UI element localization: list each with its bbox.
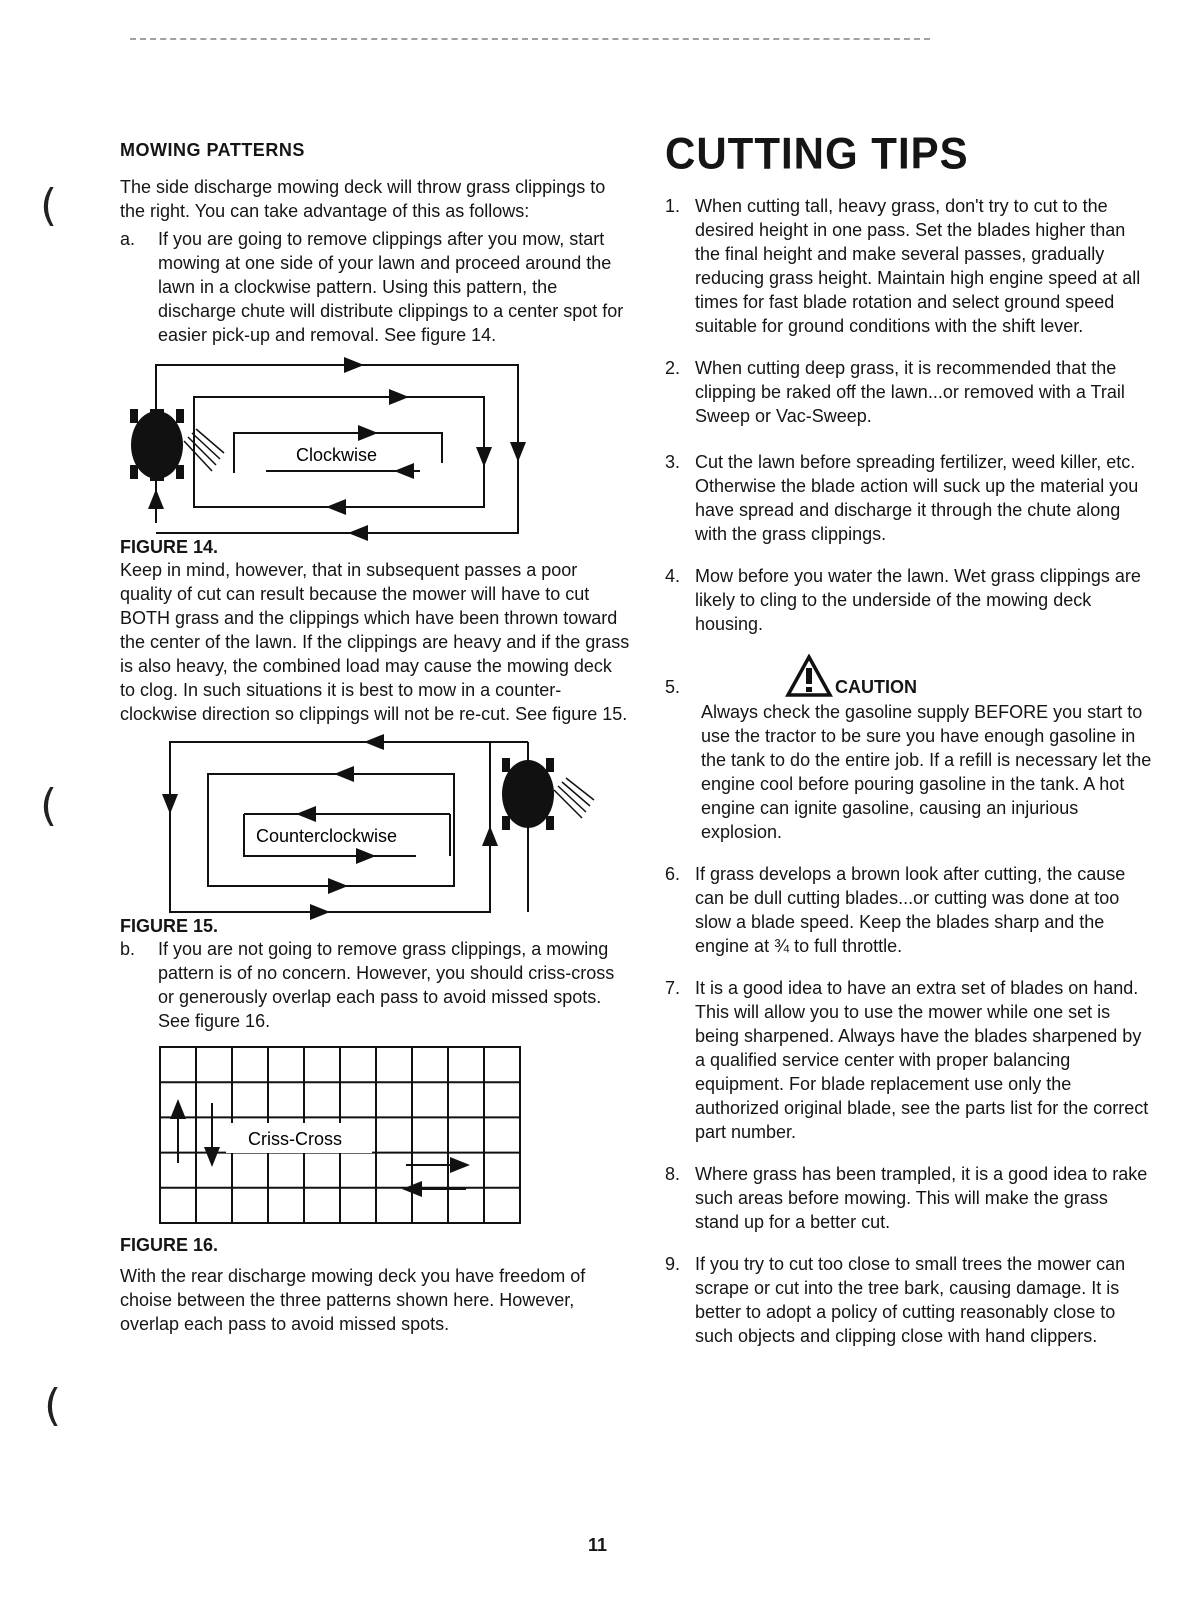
left-column <box>120 140 630 1336</box>
figure-16-criss-cross-diagram <box>156 1043 576 1233</box>
binder-hole-mark: ( <box>40 180 58 231</box>
warning-triangle-icon <box>785 654 833 698</box>
figure-16-label: FIGURE 16. <box>120 1235 219 1255</box>
item-a <box>120 227 630 347</box>
tip-5-number: 5. <box>665 677 681 697</box>
scan-top-line <box>130 38 930 43</box>
rear-discharge-paragraph: With the rear discharge mowing deck you have freedom of choise between the three patterns shown here. However, overlap each pass to avoid missed spots. <box>120 1266 586 1334</box>
figure-14-clockwise-diagram <box>120 353 540 543</box>
caution-label: CAUTION <box>835 677 917 697</box>
item-b-label: b. <box>120 939 136 959</box>
right-column <box>665 130 1155 1348</box>
figure-15-caption-text: Counterclockwise <box>256 826 398 846</box>
tips-list <box>665 194 1155 1348</box>
item-b <box>120 937 630 1033</box>
tip-7: 7. It is a good idea to have an extra set of blades on hand. This will allow you to use the mower while one set is being sharpened. Always have the blades sharpened by a qualified service center with proper balancing equipment. For blade replacement use only the authorized original blade, see the parts list for the correct part number. <box>665 978 1149 1142</box>
tip-6: 6. If grass develops a brown look after cutting, the cause can be dull cutting blades...or cutting was done at too slow a blade speed. Keep the blades sharp and the engine at ¾ to full throttle. <box>665 864 1126 956</box>
tip-5-caution <box>665 654 1155 844</box>
tip-3: 3. Cut the lawn before spreading fertilizer, weed killer, etc. Otherwise the blade action will suck up the material you have spread and discharge it through the chute along with the grass clippings. <box>665 452 1139 544</box>
binder-hole-mark: ( <box>44 1380 62 1431</box>
item-b-text: If you are not going to remove grass clippings, a mowing pattern is of no concern. However, you should criss-cross or generously overlap each pass to avoid missed spots. See figure 16. <box>158 939 615 1031</box>
figure-14-label: FIGURE 14. <box>120 537 219 557</box>
tip-4: 4. Mow before you water the lawn. Wet grass clippings are likely to cling to the underside of the mowing deck housing. <box>665 566 1141 634</box>
intro-paragraph: The side discharge mowing deck will throw grass clippings to the right. You can take advantage of this as follows: <box>120 177 606 221</box>
figure-15-label: FIGURE 15. <box>120 916 219 936</box>
binder-hole-mark: ( <box>40 780 58 831</box>
page-number: 11 <box>587 1535 608 1555</box>
caution-text: Always check the gasoline supply BEFORE you start to use the tractor to be sure you have enough gasoline in the tank to do the entire job. If a refill is necessary let the engine cool before pouring gasoline in the tank. A hot engine can ignite gasoline, causing an injurious explosion. <box>701 702 1152 842</box>
figure-14-caption-text: Clockwise <box>296 445 378 465</box>
tip-1: 1. When cutting tall, heavy grass, don't try to cut to the desired height in one pass. Set the blades higher than the final height and make several passes, gradually reducing grass height. Maintain high engine speed at all times for fast blade rotation and select ground speed suitable for ground conditions with the shift lever. <box>665 196 1141 336</box>
mower-icon <box>502 758 594 830</box>
tip-9: 9. If you try to cut too close to small trees the mower can scrape or cut into the tree bark, causing damage. It is better to adopt a policy of cutting reasonably close to such objects and clipping close with hand clippers. <box>665 1254 1126 1346</box>
keep-in-mind-paragraph: Keep in mind, however, that in subsequent passes a poor quality of cut can result because the mower will have to cut BOTH grass and the clippings which have been thrown toward the center of the lawn. If the clippings are heavy and if the grass is also heavy, the combined load may cause the mowing deck to clog. In such situations it is best to mow in a counter-clockwise direction so clippings will not be re-cut. See figure 15. <box>120 560 630 724</box>
tip-8: 8. Where grass has been trampled, it is a good idea to rake such areas before mowing. This will make the grass stand up for a better cut. <box>665 1164 1148 1232</box>
mowing-patterns-heading: MOWING PATTERNS <box>120 140 305 160</box>
item-a-label: a. <box>120 229 136 249</box>
tip-2: 2. When cutting deep grass, it is recommended that the clipping be raked off the lawn...or removed with a Trail Sweep or Vac-Sweep. <box>665 358 1125 426</box>
item-a-text: If you are going to remove clippings after you mow, start mowing at one side of your lawn and proceed around the lawn in a clockwise pattern. Using this pattern, the discharge chute will distribute clippings to a center spot for easier pick-up and removal. See figure 14. <box>158 229 624 345</box>
mower-icon <box>130 409 224 523</box>
figure-15-counterclockwise-diagram <box>120 730 600 920</box>
figure-16-caption-text: Criss-Cross <box>248 1129 342 1149</box>
cutting-tips-title: CUTTING TIPS <box>665 128 969 179</box>
